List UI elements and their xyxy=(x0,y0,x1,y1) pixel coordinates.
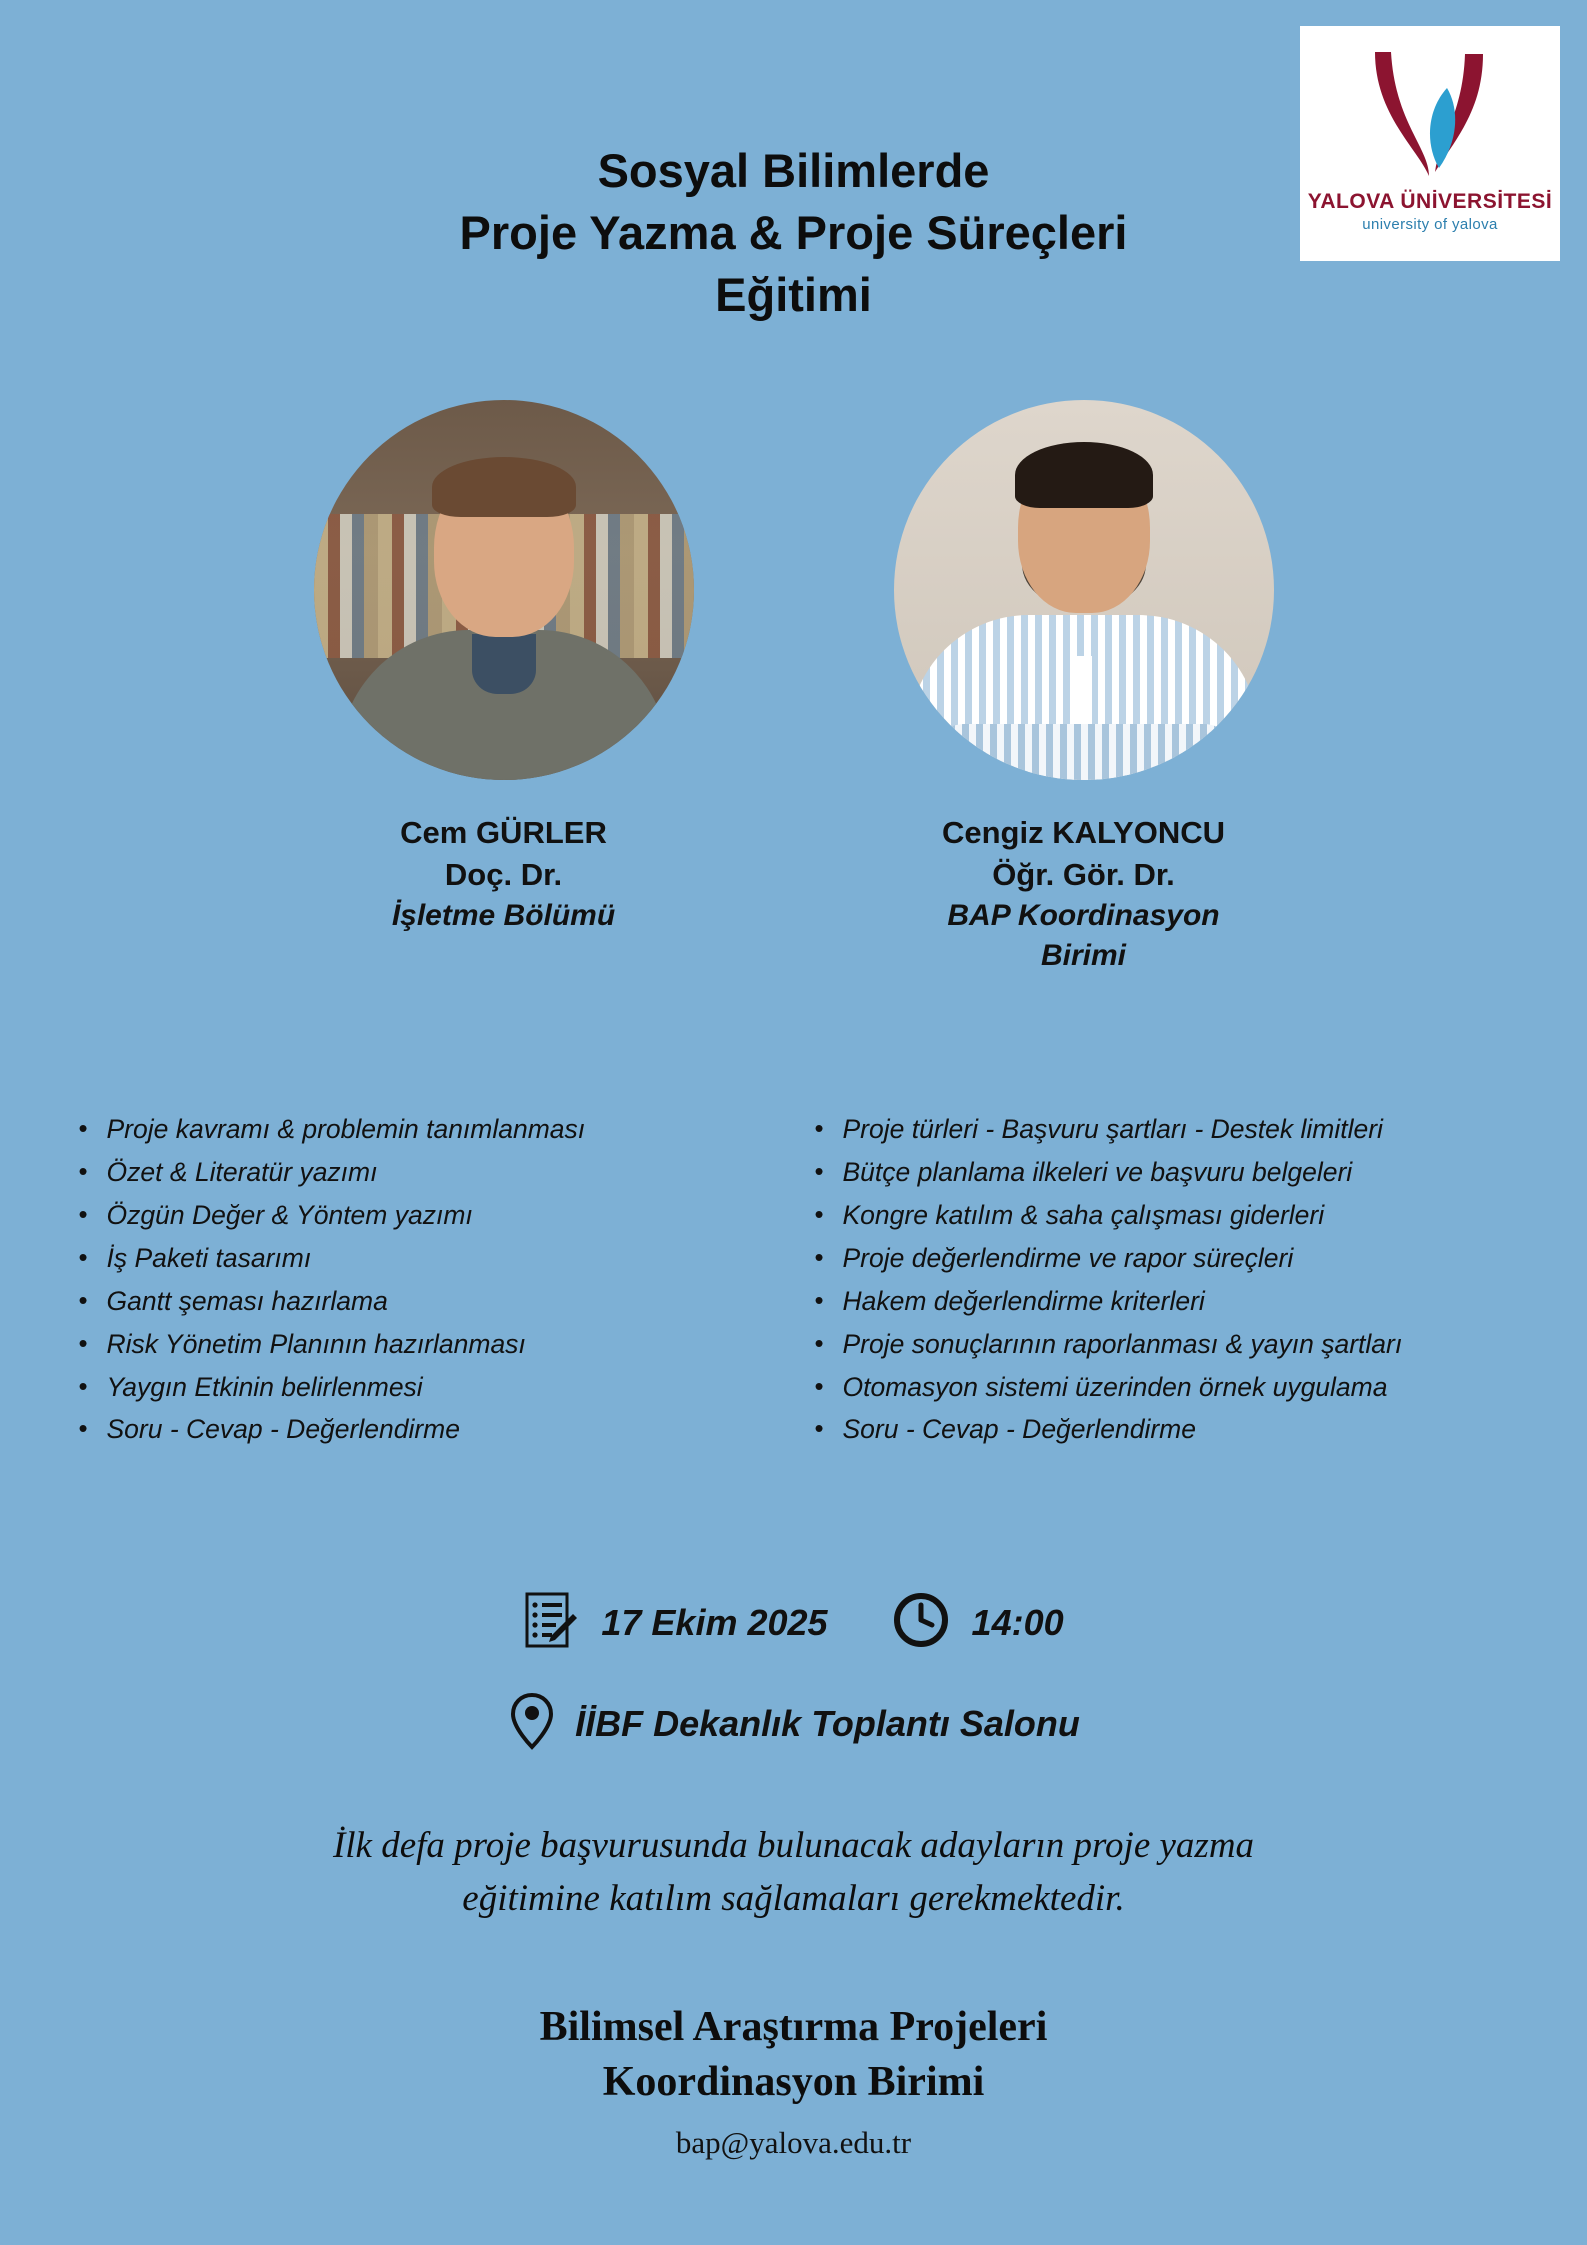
list-item: • Kongre katılım & saha çalışması giderleri xyxy=(843,1194,1527,1237)
list-item: • Proje türleri - Başvuru şartları - Destek limitleri xyxy=(843,1108,1527,1151)
location-pin-icon xyxy=(507,1690,557,1757)
event-date: 17 Ekim 2025 xyxy=(601,1601,828,1643)
speaker-photo-1 xyxy=(314,400,694,780)
list-item: • Yaygın Etkinin belirlenmesi xyxy=(107,1366,781,1409)
logo-name-en: university of yalova xyxy=(1362,216,1498,233)
list-item: • Özet & Literatür yazımı xyxy=(107,1151,781,1194)
title-line-3: Eğitimi xyxy=(715,268,872,322)
topics-section xyxy=(0,1108,1587,1451)
speaker-photo-2 xyxy=(894,400,1274,780)
topics-column-right xyxy=(807,1108,1527,1451)
speaker-card-1 xyxy=(284,400,724,977)
list-item: • Proje değerlendirme ve rapor süreçleri xyxy=(843,1237,1527,1280)
footer-section xyxy=(0,2000,1587,2161)
participation-note xyxy=(0,1820,1587,1925)
poster-title xyxy=(0,140,1587,326)
calendar-icon xyxy=(523,1590,579,1655)
list-item: • Risk Yönetim Planının hazırlanması xyxy=(107,1323,781,1366)
footer-email[interactable]: bap@yalova.edu.tr xyxy=(675,2125,912,2161)
event-location: İİBF Dekanlık Toplantı Salonu xyxy=(575,1702,1080,1744)
title-line-2: Proje Yazma & Proje Süreçleri xyxy=(459,206,1128,260)
note-line-2: eğitimine katılım sağlamaları gerekmektedir. xyxy=(462,1877,1125,1919)
list-item: • Soru - Cevap - Değerlendirme xyxy=(107,1408,781,1451)
list-item: • İş Paketi tasarımı xyxy=(107,1237,781,1280)
title-line-1: Sosyal Bilimlerde xyxy=(597,144,990,197)
speaker-department-2-line2: Birimi xyxy=(1040,939,1127,973)
list-item: • Gantt şeması hazırlama xyxy=(107,1280,781,1323)
clock-icon xyxy=(892,1591,950,1654)
logo-name-tr: YALOVA ÜNİVERSİTESİ xyxy=(1307,190,1553,213)
speaker-card-2 xyxy=(864,400,1304,977)
footer-org-line-2: Koordinasyon Birimi xyxy=(602,2058,985,2105)
list-item: • Bütçe planlama ilkeleri ve başvuru belgeleri xyxy=(843,1151,1527,1194)
list-item: • Otomasyon sistemi üzerinden örnek uygulama xyxy=(843,1366,1527,1409)
speaker-role-1: Doç. Dr. xyxy=(444,856,563,892)
event-info-row xyxy=(0,1590,1587,1655)
speaker-department-1: İşletme Bölümü xyxy=(391,898,616,932)
list-item: • Özgün Değer & Yöntem yazımı xyxy=(107,1194,781,1237)
list-item: • Proje sonuçlarının raporlanması & yayın şartları xyxy=(843,1323,1527,1366)
speakers-section xyxy=(0,400,1587,977)
speaker-name-1: Cem GÜRLER xyxy=(400,815,607,850)
list-item: • Hakem değerlendirme kriterleri xyxy=(843,1280,1527,1323)
note-line-1: İlk defa proje başvurusunda bulunacak adayların proje yazma xyxy=(332,1825,1255,1866)
topics-column-left xyxy=(61,1108,781,1451)
list-item: • Soru - Cevap - Değerlendirme xyxy=(843,1408,1527,1451)
event-time-item xyxy=(892,1591,1064,1654)
speaker-name-2: Cengiz KALYONCU xyxy=(941,815,1226,850)
list-item: • Proje kavramı & problemin tanımlanması xyxy=(107,1108,781,1151)
event-time: 14:00 xyxy=(971,1601,1064,1643)
footer-org-line-1: Bilimsel Araştırma Projeleri xyxy=(539,2004,1048,2050)
event-location-row xyxy=(0,1690,1587,1757)
speaker-role-2: Öğr. Gör. Dr. xyxy=(992,856,1175,892)
speaker-department-2: BAP Koordinasyon xyxy=(947,898,1220,932)
event-date-item xyxy=(523,1590,827,1655)
